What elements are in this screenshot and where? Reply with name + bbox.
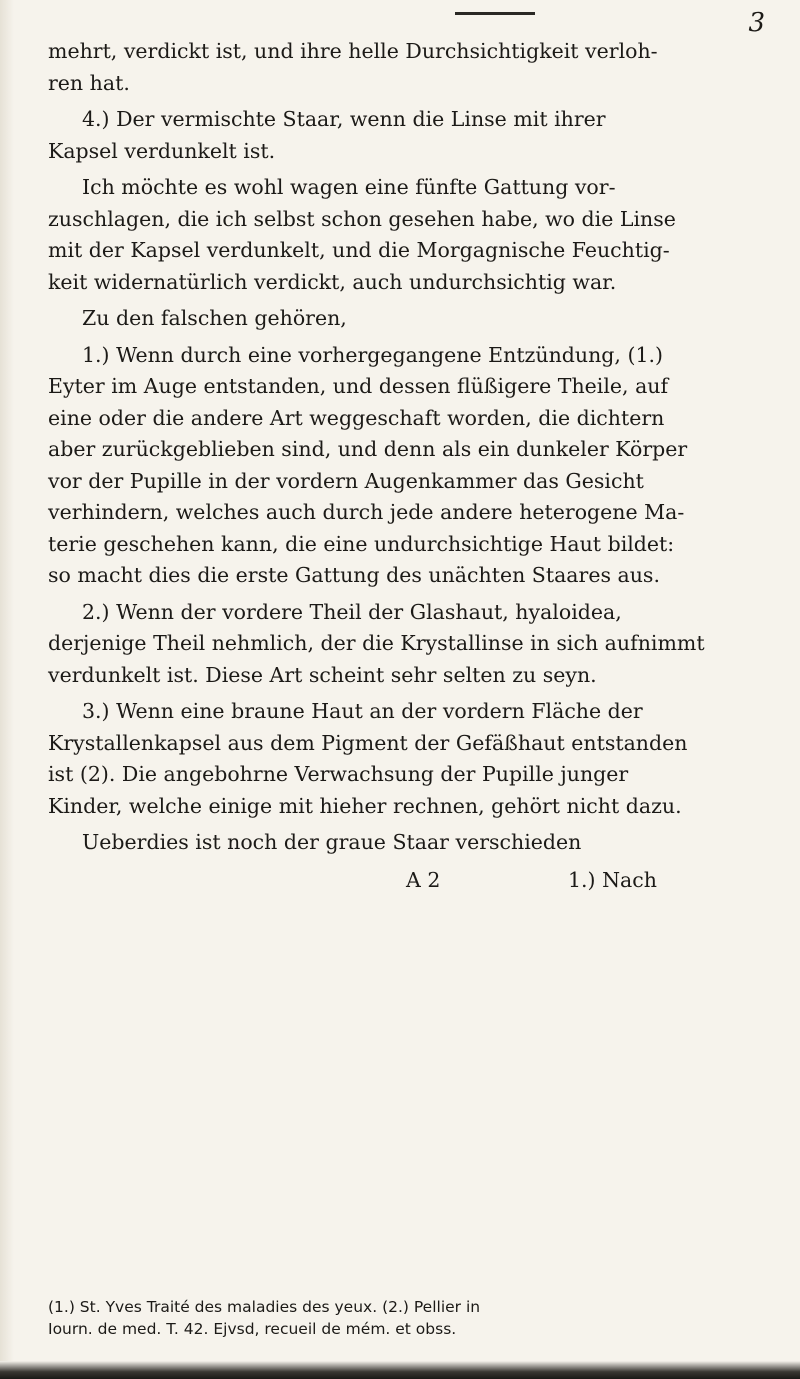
header-rule [455, 12, 535, 15]
text-line: vor der Pupille in der vordern Augenkammer das Gesicht [48, 468, 644, 493]
text-line: verhindern, welches auch durch jede andere heterogene Ma- [48, 500, 685, 524]
text-line: 4.) Der vermischte Staar, wenn die Linse mit ihrer [82, 107, 606, 131]
text-line: derjenige Theil nehmlich, der die Krystallinse in sich aufnimmt [48, 631, 705, 655]
text-line: Ueberdies ist noch der graue Staar verschieden [82, 830, 582, 854]
text-line: aber zurückgeblieben sind, und denn als ein dunkeler Körper [48, 437, 688, 461]
text-line: mehrt, verdickt ist, und ihre helle Durchsichtigkeit verloh- [48, 39, 658, 63]
text-line: 1.) Wenn durch eine vorhergegangene Entzündung, (1.) [82, 342, 664, 367]
text-line: 2.) Wenn der vordere Theil der Glashaut, hyaloidea, [82, 599, 622, 624]
page-number: 3 [748, 8, 765, 38]
text-line: zuschlagen, die ich selbst schon gesehen habe, wo die Linse [48, 206, 676, 231]
footnotes [48, 1296, 760, 1340]
footnote-line: (1.) St. Yves Traité des maladies des yeux. (2.) Pellier in [48, 1298, 481, 1316]
page-gutter-edge [0, 0, 14, 1379]
text-line: ren hat. [48, 70, 130, 95]
page-bottom-edge [0, 1361, 800, 1379]
text-line: eine oder die andere Art weggeschaft worden, die dichtern [48, 405, 665, 430]
text-line: 3.) Wenn eine braune Haut an der vordern Fläche der [82, 699, 643, 723]
signature-mark: A 2 [406, 867, 441, 892]
section-heading: Zu den falschen gehören, [82, 306, 347, 330]
text-line: verdunkelt ist. Diese Art scheint sehr selten zu seyn. [48, 662, 597, 687]
text-line: Krystallenkapsel aus dem Pigment der Gefäßhaut entstanden [48, 730, 688, 755]
footnote-line: Iourn. de med. T. 42. Ejvsd, recueil de mém. et obss. [48, 1320, 457, 1338]
text-line: ist (2). Die angebohrne Verwachsung der Pupille junger [48, 762, 629, 786]
text-line: Ich möchte es wohl wagen eine fünfte Gattung vor- [82, 175, 616, 199]
signature-line [48, 859, 760, 903]
text-line: mit der Kapsel verdunkelt, und die Morgagnische Feuchtig- [48, 238, 670, 262]
text-line: so macht dies die erste Gattung des unächten Staares aus. [48, 563, 660, 587]
text-line: terie geschehen kann, die eine undurchsichtige Haut bildet: [48, 531, 675, 556]
text-line: Kapsel verdunkelt ist. [48, 138, 276, 163]
body-text [48, 36, 760, 903]
text-line: Kinder, welche einige mit hieher rechnen, gehört nicht dazu. [48, 793, 682, 818]
text-line: keit widernatürlich verdickt, auch undurchsichtig war. [48, 269, 617, 294]
text-line: Eyter im Auge entstanden, und dessen flüßigere Theile, auf [48, 374, 669, 398]
catchword: 1.) Nach [568, 867, 657, 892]
